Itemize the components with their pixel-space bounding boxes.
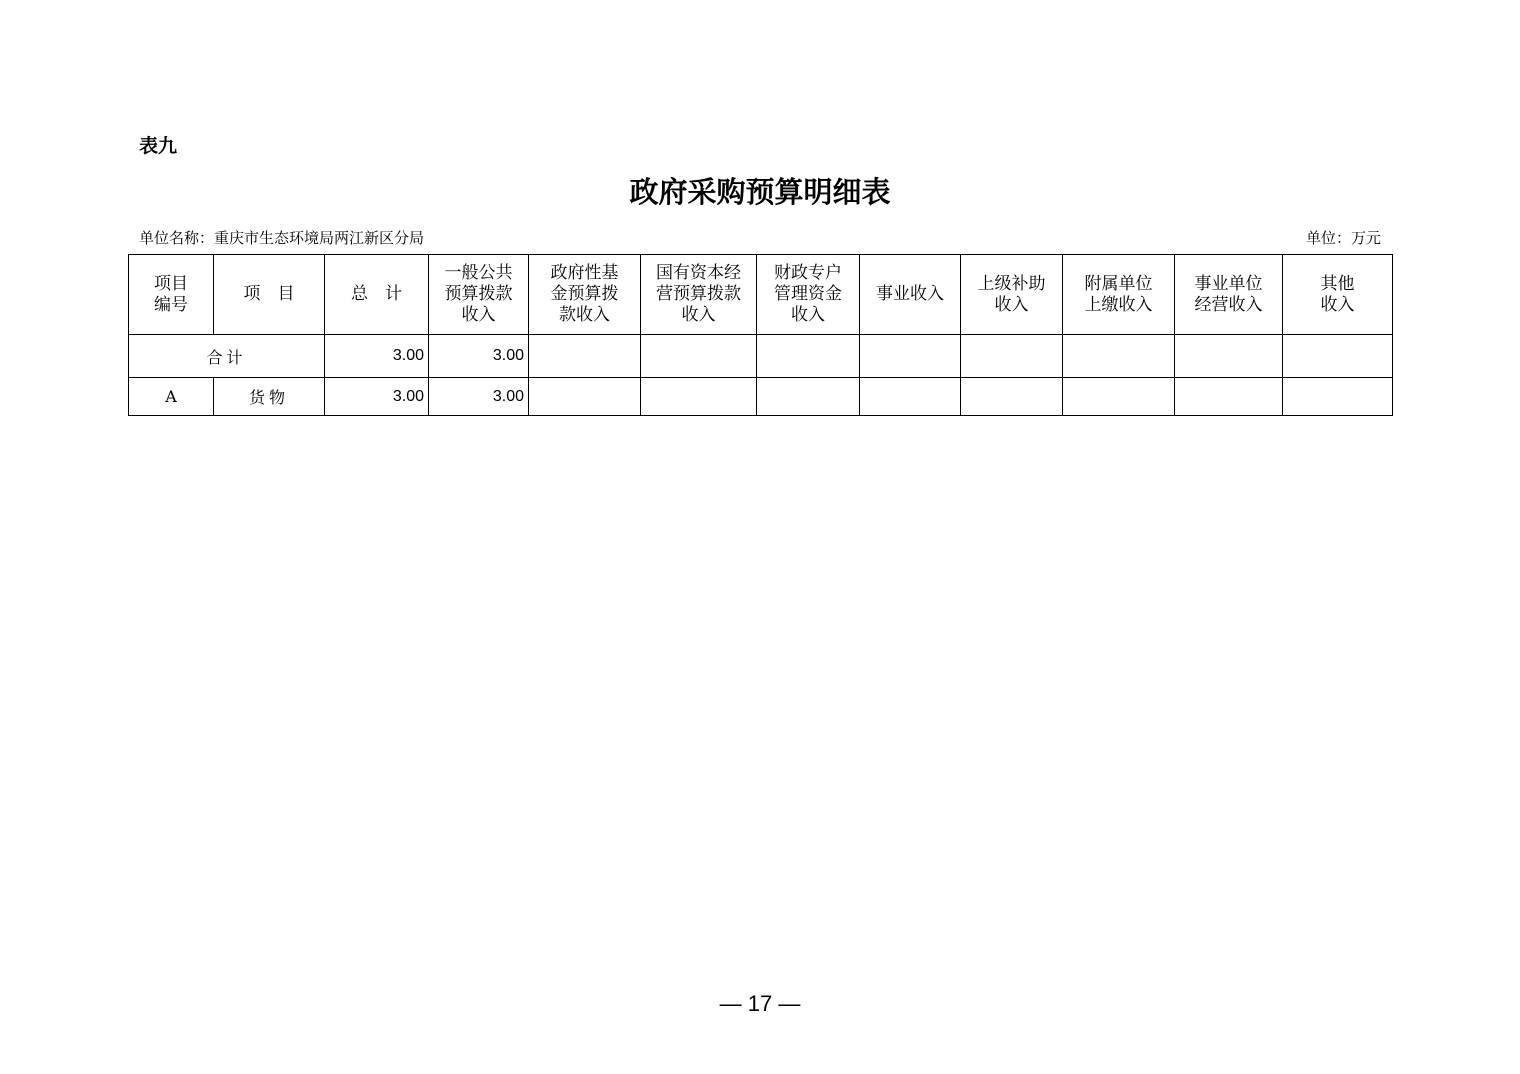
- total-label-cell: 合计: [129, 335, 325, 378]
- other-income-cell: [1283, 335, 1393, 378]
- column-header-superior-subsidy: [961, 255, 1063, 335]
- column-header-label: 附属单位 上缴收入: [1084, 273, 1153, 315]
- table-number: 表九: [139, 135, 178, 157]
- superior-subsidy-cell: [961, 335, 1063, 378]
- business-income-cell: [860, 335, 961, 378]
- operation-income-cell: [1175, 378, 1283, 416]
- superior-subsidy-cell: [961, 378, 1063, 416]
- item-name-cell: 货物: [214, 378, 325, 416]
- page-number: — 17 —: [719, 991, 801, 1016]
- column-header-operation-income: [1175, 255, 1283, 335]
- document-title: 政府采购预算明细表: [629, 175, 891, 209]
- column-header-gov-fund: [529, 255, 641, 335]
- item-code-cell: A: [129, 378, 214, 416]
- column-header-other-income: [1283, 255, 1393, 335]
- column-header-business-income: [860, 255, 961, 335]
- column-header-label: 项 目: [243, 284, 295, 304]
- gov-fund-cell: [529, 378, 641, 416]
- state-capital-cell: [641, 335, 757, 378]
- total-row: [129, 335, 1393, 378]
- table-header-row: [129, 255, 1393, 335]
- general-budget-cell: 3.00: [429, 378, 529, 416]
- column-header-label: 上级补助 收入: [977, 273, 1046, 315]
- column-header-general-budget: [429, 255, 529, 335]
- column-header-code: [129, 255, 214, 335]
- unit-name: 单位名称：重庆市生态环境局两江新区分局: [139, 229, 425, 247]
- column-header-label: 事业单位 经营收入: [1194, 273, 1263, 315]
- special-fund-cell: [757, 335, 860, 378]
- column-header-label: 总 计: [351, 284, 402, 304]
- column-header-state-capital: [641, 255, 757, 335]
- column-header-label: 财政专户 管理资金 收入: [774, 263, 842, 325]
- column-header-item: [214, 255, 325, 335]
- column-header-label: 项目 编号: [154, 273, 188, 315]
- total-cell: 3.00: [325, 378, 429, 416]
- column-header-label: 政府性基 金预算拨 款收入: [550, 263, 619, 325]
- other-income-cell: [1283, 378, 1393, 416]
- operation-income-cell: [1175, 335, 1283, 378]
- total-cell: 3.00: [325, 335, 429, 378]
- column-header-label: 其他 收入: [1320, 273, 1355, 315]
- column-header-special-fund: [757, 255, 860, 335]
- column-header-label: 一般公共 预算拨款 收入: [444, 263, 513, 325]
- special-fund-cell: [757, 378, 860, 416]
- column-header-label: 事业收入: [876, 284, 944, 304]
- gov-fund-cell: [529, 335, 641, 378]
- general-budget-cell: 3.00: [429, 335, 529, 378]
- affiliate-income-cell: [1063, 378, 1175, 416]
- procurement-budget-table: [128, 254, 1393, 416]
- affiliate-income-cell: [1063, 335, 1175, 378]
- column-header-total: [325, 255, 429, 335]
- column-header-affiliate-income: [1063, 255, 1175, 335]
- business-income-cell: [860, 378, 961, 416]
- table-row: [129, 378, 1393, 416]
- column-header-label: 国有资本经 营预算拨款 收入: [656, 263, 741, 325]
- state-capital-cell: [641, 378, 757, 416]
- currency-unit: 单位：万元: [1305, 229, 1381, 247]
